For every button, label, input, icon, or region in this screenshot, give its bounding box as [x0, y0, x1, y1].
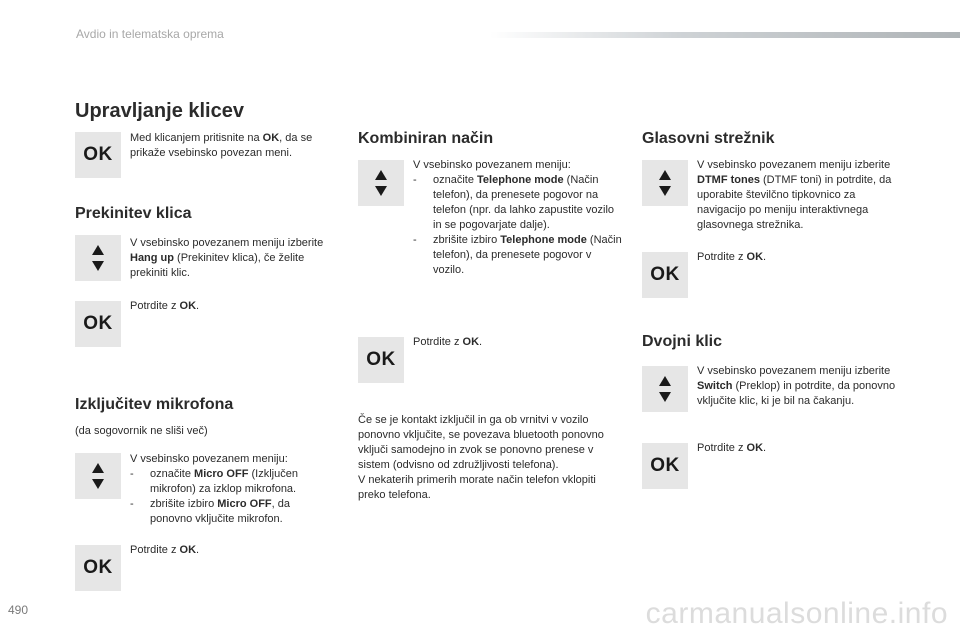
combined-note-2: V nekaterih primerih morate način telefon vklopiti preko telefona.: [358, 474, 596, 501]
ok-key-label: OK: [83, 313, 113, 334]
ok-key-icon: [642, 252, 688, 298]
up-down-arrow-icon: [75, 453, 121, 499]
double-call-text: V vsebinsko povezanem meniju izberite Switch (Preklop) in potrdite, da ponovno vključite klic, ki je bil na čakanju.: [697, 365, 896, 407]
combined-note: [358, 413, 623, 503]
voice-server-confirm: Potrdite z OK.: [697, 251, 767, 263]
down-arrow-icon: [659, 186, 671, 196]
combined-bullet-2: - zbrišite izbiro Telephone mode (Način telefon), da prenesete pogovor v vozilo.: [413, 234, 622, 276]
combined-note-1: Če se je kontakt izključil in ga ob vrnitvi v vozilo ponovno vključite, se povezava bluetooth ponovno vključi samodejno in zvok se ponovno prenese v sistem (odvisno od združljivosti telefona).: [358, 414, 604, 471]
up-down-arrow-icon: [358, 160, 404, 206]
mic-confirm: Potrdite z OK.: [130, 544, 200, 556]
combined-instructions: [413, 158, 623, 278]
ok-key-icon: [358, 337, 404, 383]
up-arrow-icon: [659, 170, 671, 180]
ok-key-label: OK: [650, 455, 680, 476]
mic-lead: V vsebinsko povezanem meniju:: [130, 453, 288, 465]
mic-note: (da sogovornik ne sliši več): [75, 425, 208, 437]
mic-bullet-2: - zbrišite izbiro Micro OFF, da ponovno vključite mikrofon.: [130, 498, 290, 525]
down-arrow-icon: [92, 479, 104, 489]
combined-mode-title: Kombiniran način: [358, 130, 494, 147]
hangup-confirm: Potrdite z OK.: [130, 300, 200, 312]
watermark: carmanualsonline.info: [645, 597, 948, 630]
combined-confirm: Potrdite z OK.: [413, 336, 483, 348]
page-number: 490: [8, 603, 29, 617]
header-title: Avdio in telematska oprema: [76, 27, 224, 41]
double-call-confirm: Potrdite z OK.: [697, 442, 767, 454]
down-arrow-icon: [375, 186, 387, 196]
ok-key-icon: [75, 132, 121, 178]
voice-server-title: Glasovni strežnik: [642, 130, 775, 147]
ok-key-icon: [642, 443, 688, 489]
ok-key-icon: [75, 545, 121, 591]
up-arrow-icon: [92, 463, 104, 473]
up-down-arrow-icon: [642, 366, 688, 412]
up-arrow-icon: [375, 170, 387, 180]
up-down-arrow-icon: [642, 160, 688, 206]
up-arrow-icon: [92, 245, 104, 255]
mic-title: Izključitev mikrofona: [75, 396, 234, 413]
ok-key-label: OK: [366, 349, 396, 370]
down-arrow-icon: [92, 261, 104, 271]
header-rule: [490, 32, 960, 38]
double-call-title: Dvojni klic: [642, 333, 723, 350]
hangup-text: V vsebinsko povezanem meniju izberite Hang up (Prekinitev klica), če želite prekiniti klic.: [130, 237, 324, 279]
mic-bullet-1: - označite Micro OFF (Izključen mikrofon) za izklop mikrofona.: [130, 468, 298, 495]
intro-text: Med klicanjem pritisnite na OK, da se prikaže vsebinsko povezan meni.: [130, 132, 313, 159]
combined-lead: V vsebinsko povezanem meniju:: [413, 159, 571, 171]
up-down-arrow-icon: [75, 235, 121, 281]
combined-bullet-1: - označite Telephone mode (Način telefon), da prenesete pogovor na telefon (npr. da lahko zapustite vozilo in se pogovarjate dalje).: [413, 174, 615, 231]
voice-server-text: V vsebinsko povezanem meniju izberite DTMF tones (DTMF toni) in potrdite, da uporabite številčno tipkovnico za navigacijo po meniju interaktivnega glasovnega strežnika.: [697, 159, 892, 231]
ok-key-label: OK: [650, 264, 680, 285]
ok-key-icon: [75, 301, 121, 347]
ok-key-label: OK: [83, 557, 113, 578]
ok-key-label: OK: [83, 144, 113, 165]
hangup-title: Prekinitev klica: [75, 205, 192, 222]
up-arrow-icon: [659, 376, 671, 386]
mic-instructions: [130, 452, 335, 527]
page-title: Upravljanje klicev: [75, 100, 244, 122]
down-arrow-icon: [659, 392, 671, 402]
